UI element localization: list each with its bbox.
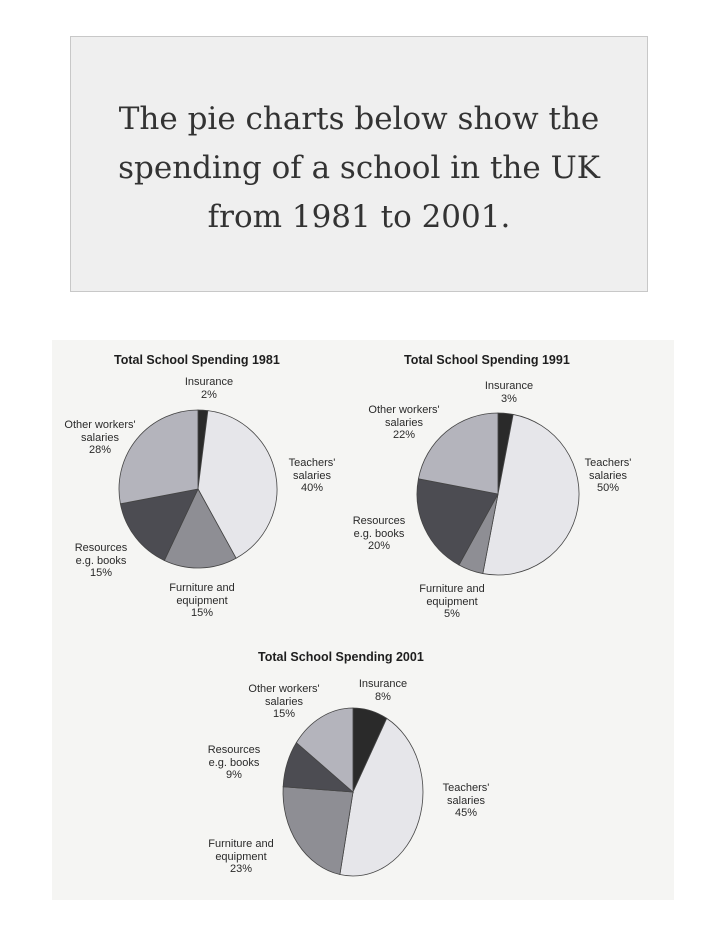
- slice-value: 15%: [272, 708, 296, 720]
- slice-label: e.g. books: [75, 554, 127, 567]
- slice-value: 40%: [300, 482, 324, 494]
- label-2001-other: [236, 683, 332, 721]
- label-1981-resources: [60, 542, 142, 580]
- label-2001-insurance: [348, 678, 418, 703]
- slice-label: equipment: [215, 850, 267, 863]
- slice-label: Resources: [207, 744, 261, 756]
- slice-value: 28%: [88, 444, 112, 456]
- label-1991-teachers: [576, 457, 640, 495]
- slice-label: Teachers': [584, 457, 632, 469]
- task-prompt-text: [109, 95, 609, 242]
- slice-value: 50%: [596, 482, 620, 494]
- slice-label: Furniture and: [419, 583, 485, 595]
- slice-value: 15%: [190, 607, 214, 619]
- label-1981-furniture: [156, 582, 248, 620]
- chart-title-2001: Total School Spending 2001: [258, 650, 424, 664]
- chart-title-1991: Total School Spending 1991: [404, 353, 570, 367]
- label-1981-other: [52, 419, 148, 457]
- slice-label: Insurance: [484, 380, 534, 392]
- slice-label: salaries: [447, 794, 485, 807]
- prompt-line: from 1981 to 2001.: [207, 198, 511, 235]
- slice-value: 8%: [375, 690, 391, 703]
- slice-label: salaries: [293, 469, 331, 482]
- slice-label: Resources: [74, 542, 128, 554]
- slice-value: 15%: [89, 567, 113, 579]
- pie-charts-figure: [52, 340, 674, 900]
- slice-label: e.g. books: [353, 527, 405, 540]
- slice-value: 9%: [226, 769, 242, 781]
- slice-label: Resources: [352, 515, 406, 527]
- slice-label: Furniture and: [169, 582, 235, 594]
- slice-value: 3%: [501, 392, 517, 405]
- slice-label: Other workers': [368, 404, 440, 416]
- slice-label: Other workers': [64, 419, 136, 431]
- slice-value: 5%: [444, 608, 460, 620]
- label-1991-other: [356, 404, 452, 442]
- slice-label: equipment: [176, 594, 228, 607]
- task-prompt-box: [70, 36, 648, 292]
- slice-value: 45%: [454, 807, 478, 819]
- label-1981-teachers: [282, 457, 342, 495]
- slice-label: e.g. books: [208, 756, 260, 769]
- slice-label: salaries: [589, 469, 627, 482]
- label-1991-furniture: [406, 583, 498, 621]
- slice-value: 23%: [229, 863, 253, 875]
- slice-label: Teachers': [442, 782, 490, 794]
- slice-label: salaries: [385, 416, 423, 429]
- label-2001-furniture: [196, 838, 286, 876]
- slice-label: Furniture and: [208, 838, 274, 850]
- slice-label: Teachers': [288, 457, 336, 469]
- slice-label: salaries: [81, 431, 119, 444]
- label-1991-insurance: [472, 380, 546, 405]
- pie-chart-2001: [282, 707, 424, 877]
- slice-value: 2%: [201, 388, 217, 401]
- slice-label: salaries: [265, 695, 303, 708]
- slice-value: 20%: [367, 540, 391, 552]
- slice-label: Other workers': [248, 683, 320, 695]
- chart-title-1981: Total School Spending 1981: [114, 353, 280, 367]
- slice-label: equipment: [426, 595, 478, 608]
- slice-label: Insurance: [184, 376, 234, 388]
- slice-label: Insurance: [358, 678, 408, 690]
- label-2001-teachers: [435, 782, 497, 820]
- label-1981-insurance: [172, 376, 246, 401]
- prompt-line: The pie charts below show the: [118, 100, 600, 137]
- label-1991-resources: [338, 515, 420, 553]
- prompt-line: spending of a school in the UK: [118, 149, 600, 186]
- slice-value: 22%: [392, 429, 416, 441]
- label-2001-resources: [196, 744, 272, 782]
